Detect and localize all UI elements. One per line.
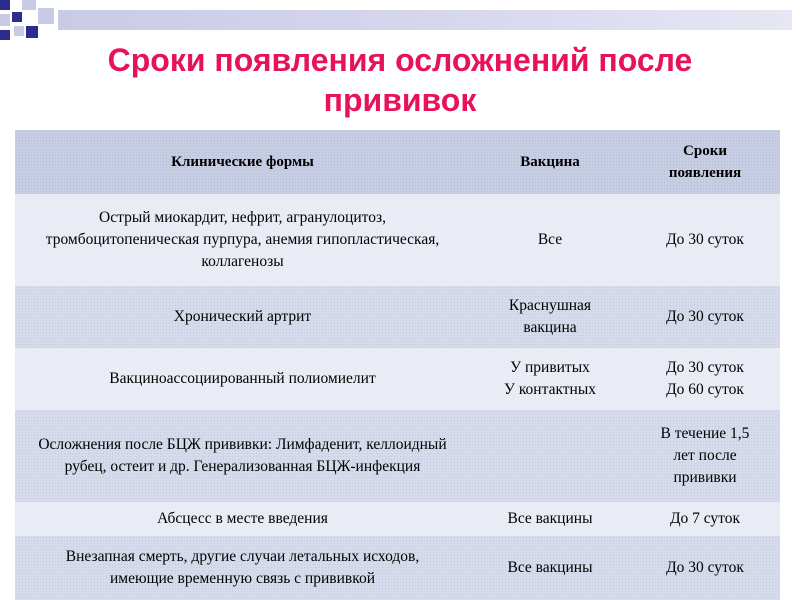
- page-title: Сроки появления осложнений после прививок: [107, 42, 693, 118]
- complications-table: [15, 130, 780, 600]
- header-vaccine: Вакцина: [520, 154, 580, 170]
- table-row: [15, 502, 780, 536]
- cell-vaccine: [470, 410, 630, 502]
- deco-square: [22, 0, 36, 10]
- table-row: [15, 194, 780, 286]
- deco-square: [26, 26, 38, 38]
- deco-square: [14, 26, 24, 36]
- cell-timing: До 30 суток: [666, 559, 744, 576]
- deco-square: [0, 0, 10, 10]
- cell-timing: До 30 суток: [666, 231, 744, 248]
- cell-timing: До 7 суток: [669, 510, 741, 527]
- deco-square: [0, 14, 10, 26]
- cell-form: Острый миокардит, нефрит, агранулоцитоз, тромбоцитопеническая пурпура, анемия гипопластическая, коллагенозы: [45, 209, 440, 270]
- cell-form: Хронический артрит: [173, 308, 312, 325]
- cell-vaccine-line: У контактных: [503, 381, 597, 398]
- cell-vaccine-line: У привитых: [510, 359, 590, 376]
- table-row: [15, 286, 780, 348]
- header-bar: [58, 10, 792, 30]
- cell-form: Внезапная смерть, другие случаи летальных исходов, имеющие временную связь с прививкой: [65, 548, 420, 587]
- cell-timing-line: До 30 суток: [666, 359, 744, 376]
- cell-form: Осложнения после БЦЖ прививки: Лимфаденит, келлоидный рубец, остеит и др. Генерализованная БЦЖ-инфекция: [38, 436, 447, 475]
- cell-timing: До 30 суток: [666, 308, 744, 325]
- cell-timing: [630, 348, 780, 410]
- cell-vaccine: Краснушная вакцина: [508, 297, 592, 336]
- header-clinical-forms: Клинические формы: [171, 154, 314, 170]
- table-header-row: [15, 130, 780, 194]
- deco-square: [38, 8, 54, 24]
- cell-timing-line: До 60 суток: [666, 381, 744, 398]
- cell-vaccine: Все вакцины: [507, 559, 593, 576]
- cell-vaccine: Все: [537, 231, 563, 248]
- deco-square: [12, 12, 22, 22]
- table-row: [15, 410, 780, 502]
- cell-form: Абсцесс в месте введения: [157, 510, 328, 527]
- cell-vaccine: Все вакцины: [507, 510, 593, 527]
- cell-form: Вакциноассоциированный полиомиелит: [109, 370, 376, 387]
- cell-vaccine: [470, 348, 630, 410]
- table-row: [15, 536, 780, 600]
- table-row: [15, 348, 780, 410]
- cell-timing: В течение 1,5 лет после прививки: [660, 425, 750, 486]
- header-timing: Сроки появления: [668, 143, 742, 181]
- deco-square: [0, 30, 10, 40]
